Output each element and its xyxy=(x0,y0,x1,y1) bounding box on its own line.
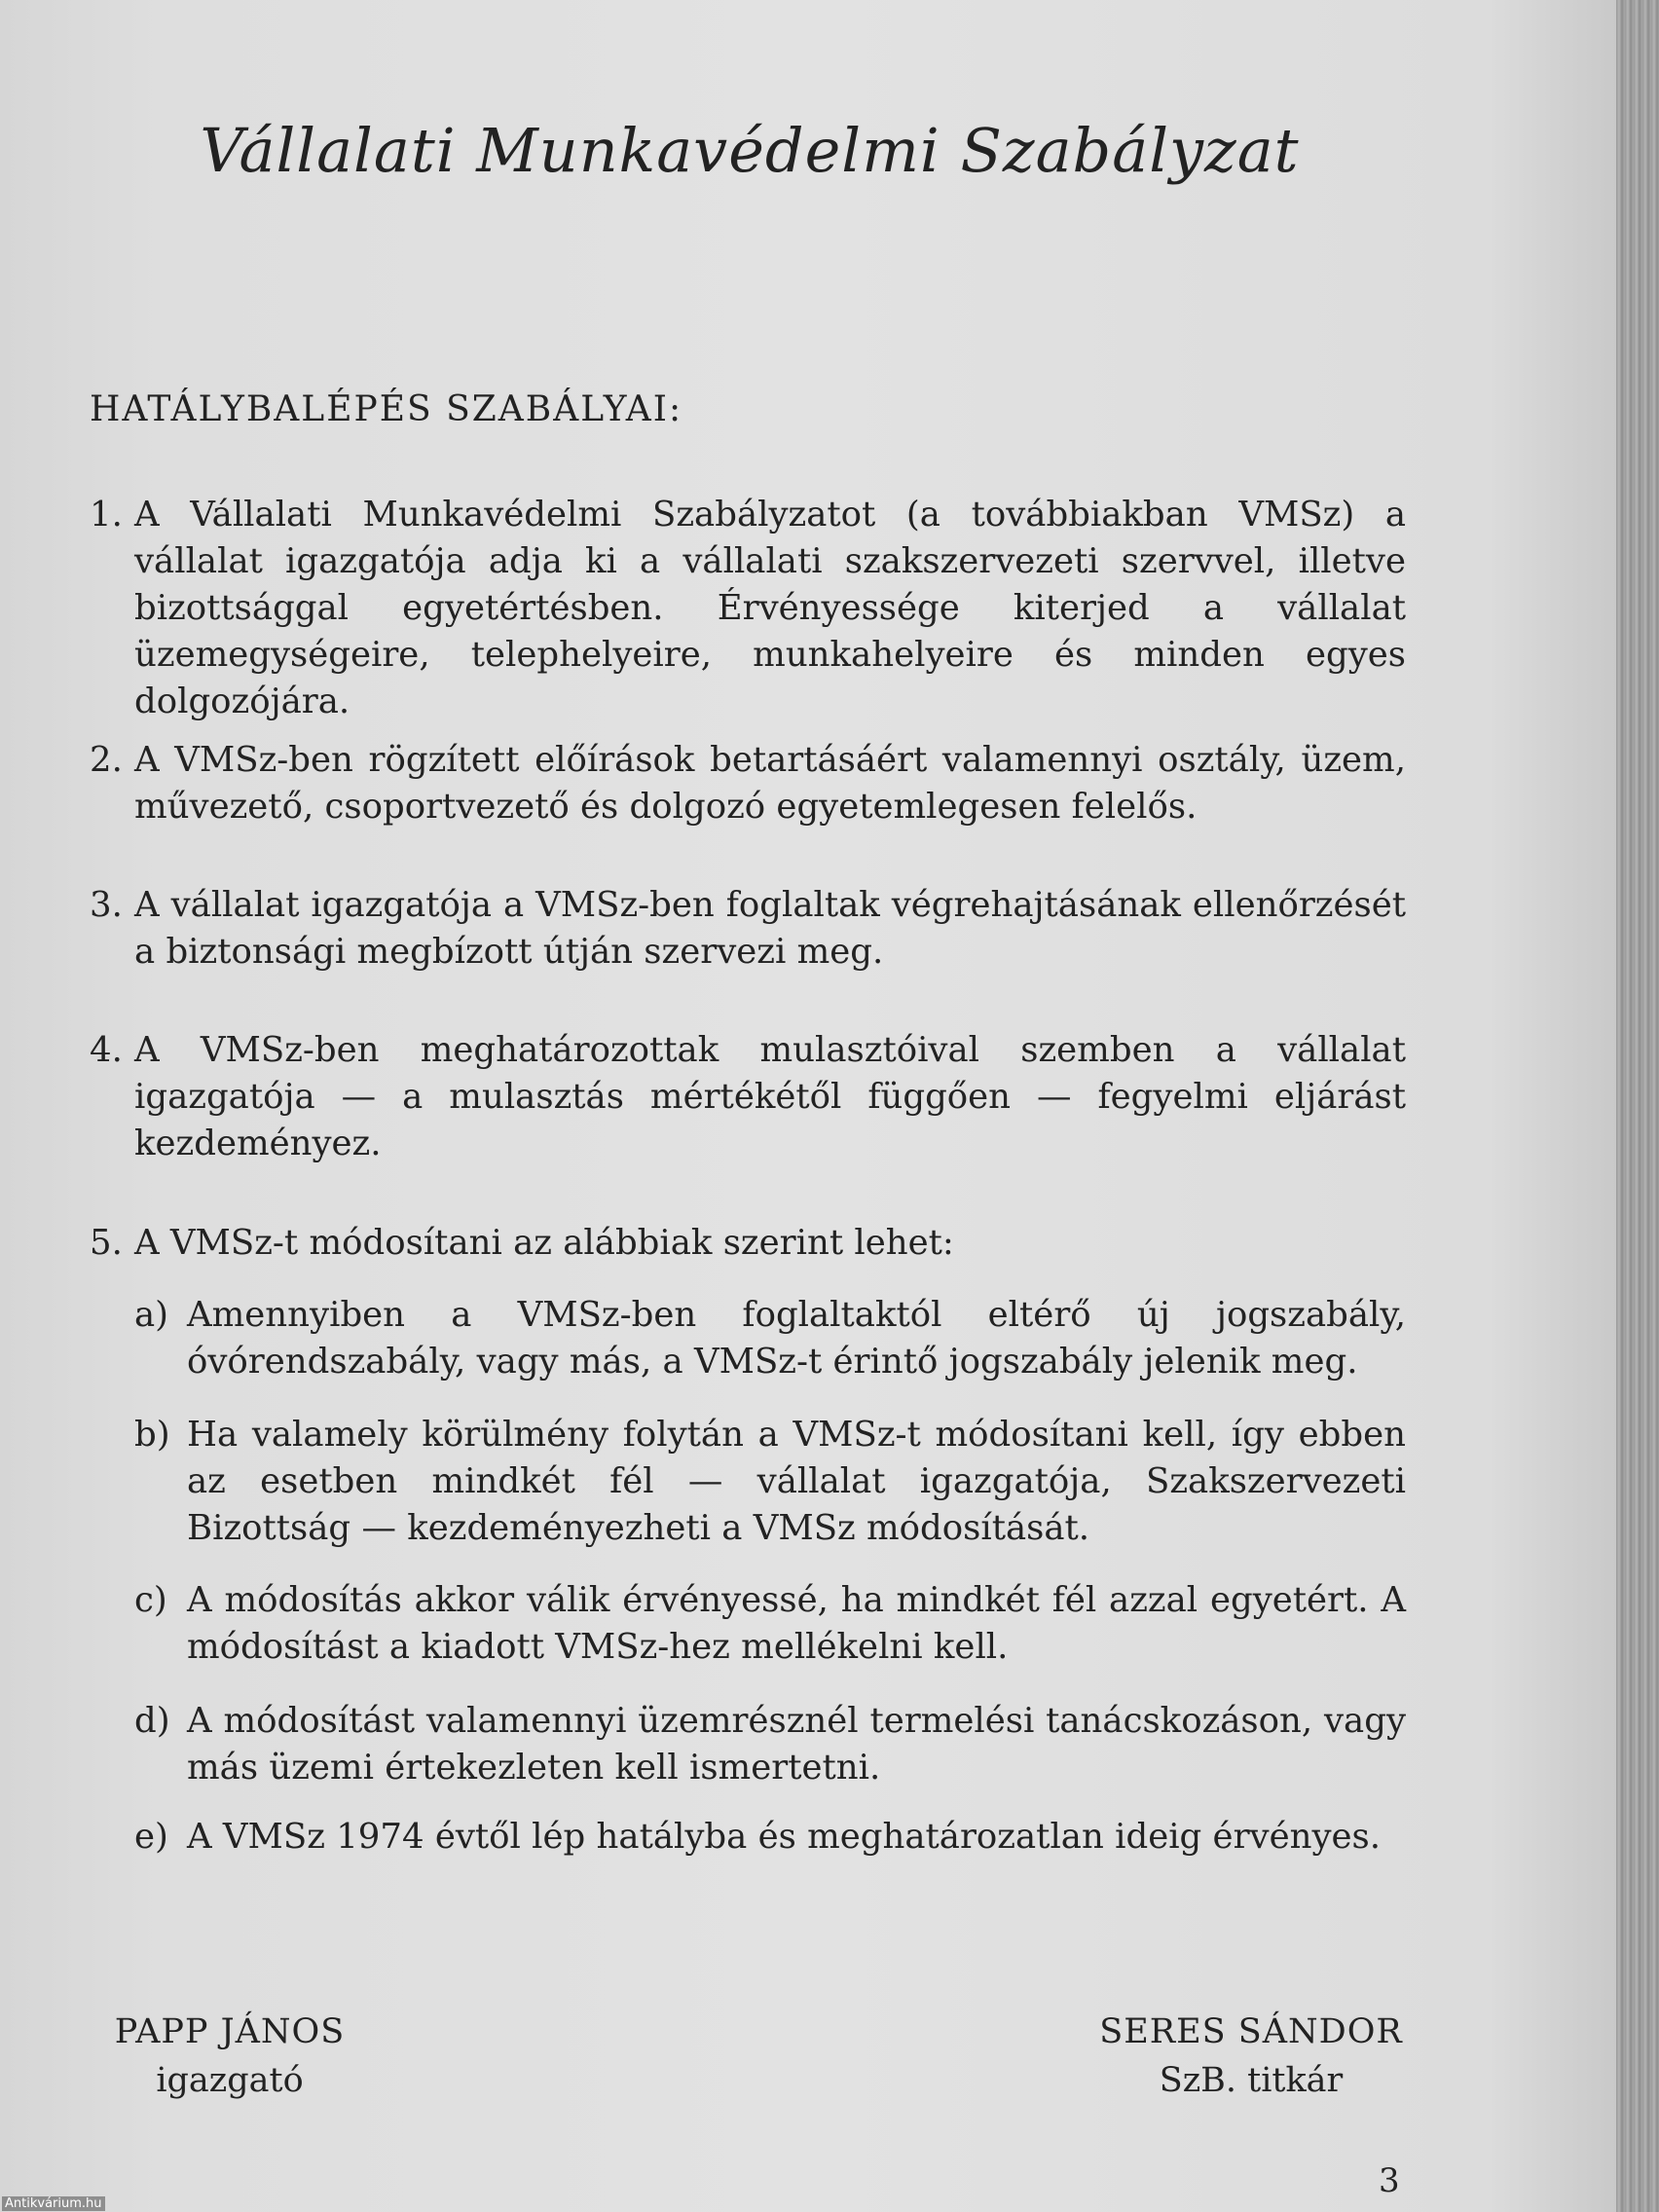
subitem-a xyxy=(134,1292,1406,1385)
rule-text: A VMSz-ben rögzített előírások betartásáért valamennyi osztály, üzem, művezető, csoportvezető és dolgozó egyetemlegesen felelős. xyxy=(134,740,1406,827)
signature-left xyxy=(84,2008,376,2105)
rule-number: 3. xyxy=(90,885,123,925)
subitem-text: A VMSz 1974 évtől lép hatályba és meghatározatlan ideig érvényes. xyxy=(187,1817,1382,1857)
signatory-role: igazgató xyxy=(156,2061,304,2100)
subitem-text: Amennyiben a VMSz-ben foglaltaktól eltérő új jogszabály, óvórendszabály, vagy más, a VMSz-t érintő jogszabály jelenik meg. xyxy=(187,1295,1406,1382)
subitem-text: A módosítás akkor válik érvényessé, ha mindkét fél azzal egyetért. A módosítást a kiadott VMSz-hez mellékelni kell. xyxy=(187,1580,1406,1667)
rule-text: A Vállalati Munkavédelmi Szabályzatot (a továbbiakban VMSz) a vállalat igazgatója adja ki a vállalati szakszervezeti szervvel, illetve bizottsággal egyetértésben. Érvényessége kiterjed a vállalat üzemegységeire, telephelyeire, munkahelyeire és minden egyes dolgozójára. xyxy=(134,495,1406,721)
document-title: Vállalati Munkavédelmi Szabályzat xyxy=(200,115,1300,186)
rule-text: A VMSz-t módosítani az alábbiak szerint lehet: xyxy=(134,1223,954,1263)
signature-right xyxy=(1081,2008,1421,2105)
subitem-label: b) xyxy=(134,1415,170,1455)
subitem-label: e) xyxy=(134,1817,168,1857)
rule-item-1 xyxy=(90,492,1406,725)
rule-number: 5. xyxy=(90,1223,123,1263)
rule-text: A vállalat igazgatója a VMSz-ben foglaltak végrehajtásának ellenőrzését a biztonsági megbízott útján szervezi meg. xyxy=(134,885,1406,972)
subitem-label: a) xyxy=(134,1295,169,1335)
section-heading: HATÁLYBALÉPÉS SZABÁLYAI: xyxy=(90,389,683,429)
page-edge xyxy=(1616,0,1659,2212)
subitem-label: d) xyxy=(134,1701,170,1741)
subitem-b xyxy=(134,1412,1406,1552)
subitem-e xyxy=(134,1814,1406,1861)
watermark: Antikvárium.hu xyxy=(2,2196,105,2211)
subitem-c xyxy=(134,1577,1406,1671)
rule-item-4 xyxy=(90,1027,1406,1167)
subitem-text: Ha valamely körülmény folytán a VMSz-t módosítani kell, így ebben az esetben mindkét fél — vállalat igazgatója, Szakszervezeti Bizottság — kezdeményezheti a VMSz módosítását. xyxy=(187,1415,1406,1548)
subitem-text: A módosítást valamennyi üzemrésznél termelési tanácskozáson, vagy más üzemi értekezleten kell ismertetni. xyxy=(187,1701,1406,1788)
subitem-d xyxy=(134,1698,1406,1791)
page-number: 3 xyxy=(1379,2161,1400,2200)
rule-number: 1. xyxy=(90,495,123,535)
signatory-name: SERES SÁNDOR xyxy=(1099,2012,1403,2051)
rule-item-2 xyxy=(90,737,1406,830)
rule-text: A VMSz-ben meghatározottak mulasztóival szemben a vállalat igazgatója — a mulasztás mértékétől függően — fegyelmi eljárást kezdeményez. xyxy=(134,1030,1406,1163)
rule-item-5 xyxy=(90,1220,1406,1267)
rule-number: 4. xyxy=(90,1030,123,1070)
signatory-role: SzB. titkár xyxy=(1159,2061,1344,2100)
rule-item-3 xyxy=(90,882,1406,976)
subitem-label: c) xyxy=(134,1580,167,1620)
signatory-name: PAPP JÁNOS xyxy=(114,2012,346,2051)
rule-number: 2. xyxy=(90,740,123,780)
